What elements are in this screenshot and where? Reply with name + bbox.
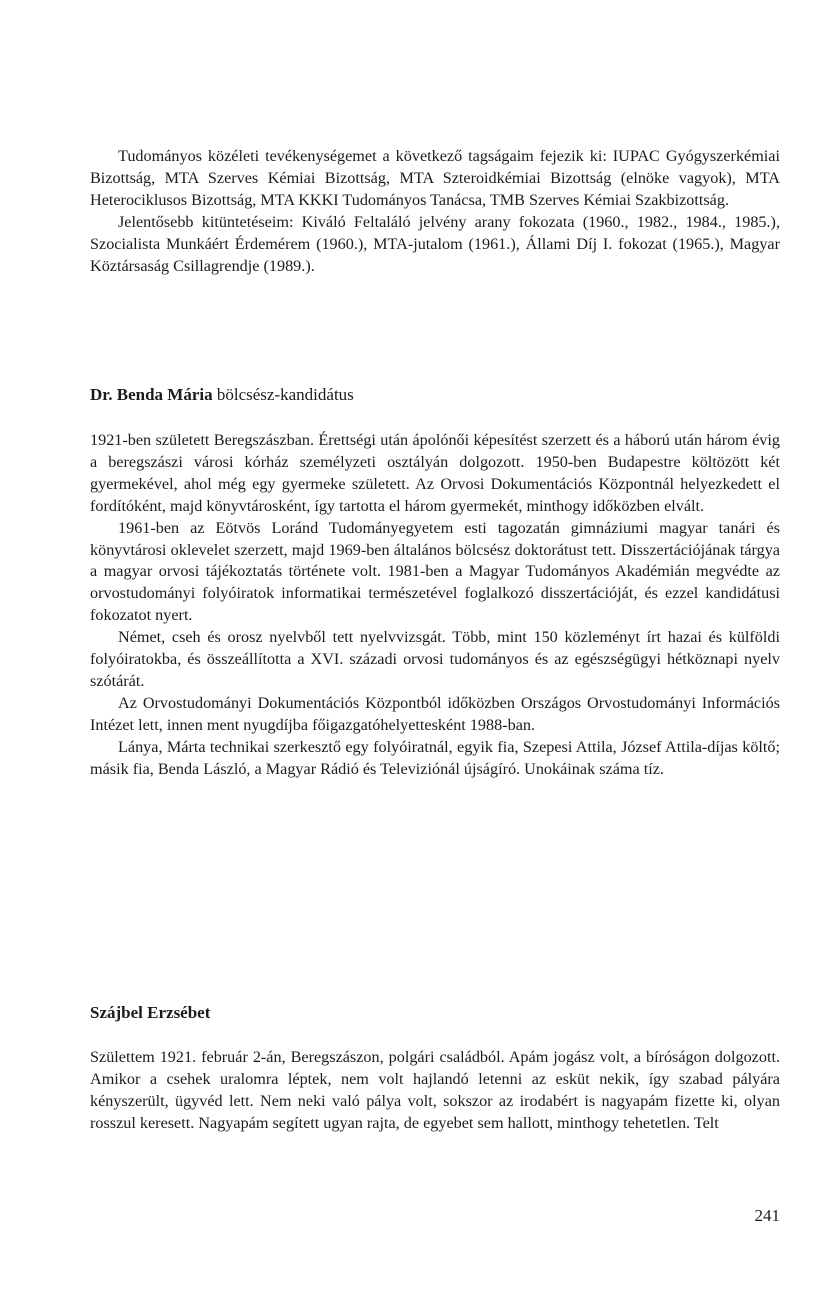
benda-paragraph-4: Az Orvostudományi Dokumentációs Központból időközben Országos Orvostudományi Információs Intézet lett, innen ment nyugdíjba főigazgatóhelyettesként 1988-ban. bbox=[90, 693, 780, 734]
benda-section bbox=[90, 430, 780, 781]
page-number: 241 bbox=[754, 1206, 780, 1225]
intro-section bbox=[90, 146, 780, 277]
benda-heading bbox=[90, 384, 780, 406]
benda-paragraph-3: Német, cseh és orosz nyelvből tett nyelvvizsgát. Több, mint 150 közleményt írt hazai és külföldi folyóiratokba, és összeállította a XVI. századi orvosi tudományos és az egészségügyi hétköznapi nyelv szótárát. bbox=[90, 628, 780, 690]
heading-name: Dr. Benda Mária bbox=[90, 385, 213, 404]
intro-paragraph-memberships: Tudományos közéleti tevékenységemet a következő tagságaim fejezik ki: IUPAC Gyógyszerkémiai Bizottság, MTA Szerves Kémiai Bizottság, MTA Szteroidkémiai Bizottság (elnöke vagyok), MTA Heterociklusos Bizottság, MTA KKKI Tudományos Tanácsa, TMB Szerves Kémiai Szakbizottság. bbox=[90, 147, 780, 209]
benda-paragraph-1: 1921-ben született Beregszászban. Érettségi után ápolónői képesítést szerzett és a háború után három évig a beregszászi városi kórház személyzeti osztályán dolgozott. 1950-ben Budapestre költözött két gyermekével, ahol még egy gyermeke született. Az Orvosi Dokumentációs Központnál helyezkedett el fordítóként, majd könyvtárosként, így tartotta el három gyermekét, minthogy időközben elvált. bbox=[90, 431, 780, 515]
section-heading-benda bbox=[90, 384, 780, 406]
szajbel-paragraph-1: Születtem 1921. február 2-án, Beregszászon, polgári családból. Apám jogász volt, a bíróságon dolgozott. Amikor a csehek uralomra léptek, nem volt hajlandó letenni az esküt nekik, így szabad pályára kényszerült, ügyvéd lett. Nem neki való pálya volt, sokszor az irodabért is nagyapám fizette ki, olyan rosszul keresett. Nagyapám segített ugyan rajta, de egyebet sem hallott, minthogy tehetetlen. Telt bbox=[90, 1048, 780, 1132]
szajbel-section bbox=[90, 1047, 780, 1135]
heading-title: bölcsész-kandidátus bbox=[212, 385, 354, 404]
intro-paragraph-awards: Jelentősebb kitüntetéseim: Kiváló Feltaláló jelvény arany fokozata (1960., 1982., 1984., 1985.), Szocialista Munkáért Érdemérem (1960.), MTA-jutalom (1961.), Állami Díj I. fokozat (1965.), Magyar Köztársaság Csillagrendje (1989.). bbox=[90, 212, 780, 275]
section-heading-szajbel bbox=[90, 1002, 780, 1024]
benda-paragraph-2: 1961-ben az Eötvös Loránd Tudományegyetem esti tagozatán gimnáziumi magyar tanári és könyvtárosi oklevelet szerzett, majd 1969-ben általános bölcsész doktorátust tett. Disszertációjának tárgya a magyar orvosi tájékoztatás története volt. 1981-ben a Magyar Tudományos Akadémián megvédte az orvostudományi folyóiratok informatikai természetével foglalkozó disszertációját, és ezzel kandidátusi fokozatot nyert. bbox=[90, 518, 780, 625]
benda-paragraph-5: Lánya, Márta technikai szerkesztő egy folyóiratnál, egyik fia, Szepesi Attila, József Attila-díjas költő; másik fia, Benda László, a Magyar Rádió és Televiziónál újságíró. Unokáinak száma tíz. bbox=[90, 737, 780, 778]
szajbel-heading bbox=[90, 1002, 780, 1024]
heading-name: Szájbel Erzsébet bbox=[90, 1003, 211, 1022]
